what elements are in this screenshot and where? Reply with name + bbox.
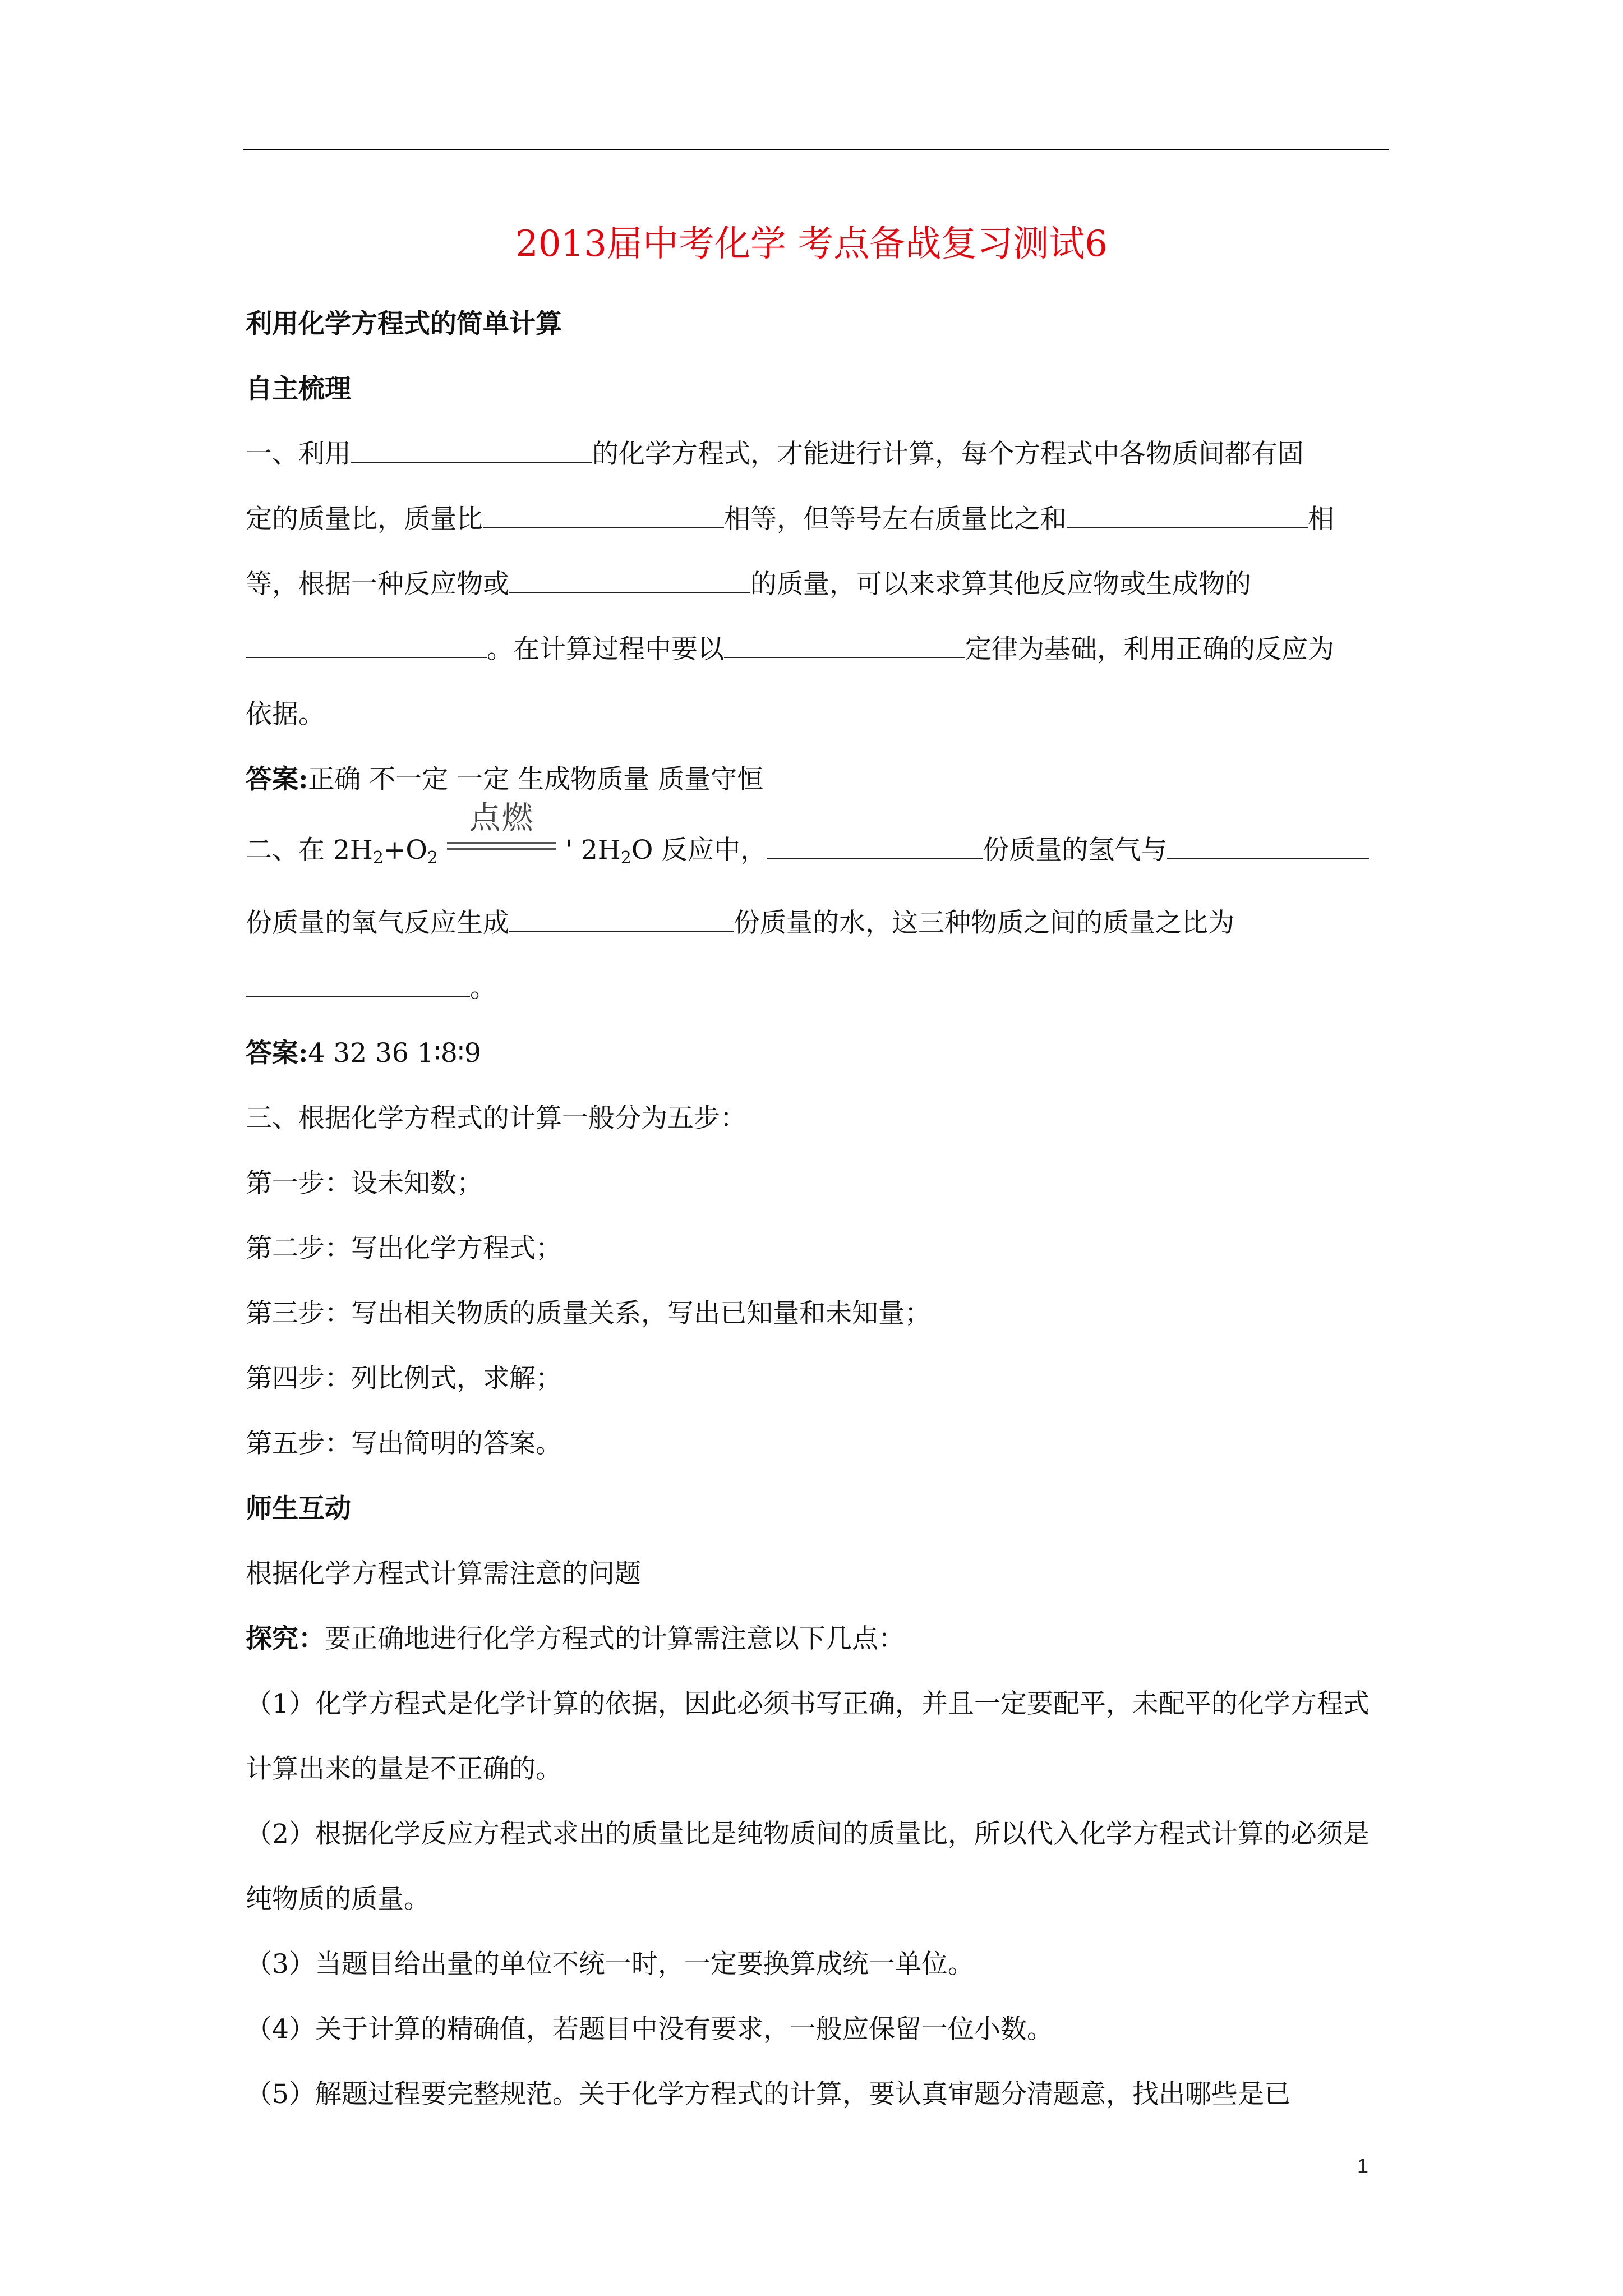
fill-blank	[483, 502, 724, 528]
answer-one: 答案:正确 不一定 一定 生成物质量 质量守恒	[246, 764, 764, 795]
page-title: 2013届中考化学 考点备战复习测试6	[515, 223, 1108, 265]
page-number: 1	[1357, 2154, 1369, 2177]
fill-blank	[509, 567, 750, 593]
sub-topic: 根据化学方程式计算需注意的问题	[246, 1558, 641, 1589]
note-3: （3）当题目给出量的单位不统一时，一定要换算成统一单位。	[246, 1949, 974, 1980]
step-3: 第三步：写出相关物质的质量关系，写出已知量和未知量；	[246, 1298, 931, 1329]
reaction-condition	[441, 800, 562, 859]
note-4: （4）关于计算的精确值，若题目中没有要求，一般应保留一位小数。	[246, 2014, 1053, 2045]
fill-blank	[767, 833, 983, 859]
paragraph-two: 二、在 $2H_2+O_2$ 点燃 ' $2H_2O$ 反应中， 份质量的氢气与 份质量的氧气反应生成 份质量的水，这三种物质之间的质量之比为 。	[246, 818, 1387, 1021]
fill-blank	[1167, 833, 1369, 859]
fill-blank	[1067, 502, 1308, 528]
fill-blank	[246, 971, 470, 997]
ignite-condition-label: 点燃	[469, 800, 534, 836]
step-2: 第二步：写出化学方程式；	[246, 1233, 562, 1264]
paragraph-three: 三、根据化学方程式的计算一般分为五步：	[246, 1103, 746, 1134]
explore-line: 探究：要正确地进行化学方程式的计算需注意以下几点：	[246, 1623, 905, 1654]
step-5: 第五步：写出简明的答案。	[246, 1428, 562, 1459]
fill-blank	[351, 437, 592, 463]
note-1: （1）化学方程式是化学计算的依据，因此必须书写正确，并且一定要配平，未配平的化学方程式计算出来的量是不正确的。	[246, 1688, 1370, 1784]
section-heading-interaction: 师生互动	[246, 1493, 351, 1524]
header-rule	[243, 149, 1389, 150]
equals-double-line	[447, 842, 556, 850]
topic-heading: 利用化学方程式的简单计算	[246, 309, 562, 339]
fill-blank	[724, 632, 965, 658]
fill-blank	[509, 906, 734, 932]
answer-two: 答案:4 32 36 1∶8∶9	[246, 1038, 481, 1069]
fill-blank	[246, 632, 487, 658]
document-body	[246, 292, 1387, 2127]
section-heading-self-study: 自主梳理	[246, 374, 351, 404]
paragraph-one: 一、利用 的化学方程式，才能进行计算，每个方程式中各物质间都有固 定的质量比，质量比 相等，但等号左右质量比之和 相 等，根据一种反应物或 的质量，可以来求算其他反应物或生成物的 。在计算过程中要以 定律为基础，利用正确的反应为 依据。	[246, 422, 1387, 747]
note-2: （2）根据化学反应方程式求出的质量比是纯物质间的质量比，所以代入化学方程式计算的必须是纯物质的质量。	[246, 1819, 1370, 1915]
note-5: （5）解题过程要完整规范。关于化学方程式的计算，要认真审题分清题意，找出哪些是已	[246, 2079, 1290, 2110]
step-4: 第四步：列比例式，求解；	[246, 1363, 562, 1394]
step-1: 第一步：设未知数；	[246, 1168, 483, 1199]
